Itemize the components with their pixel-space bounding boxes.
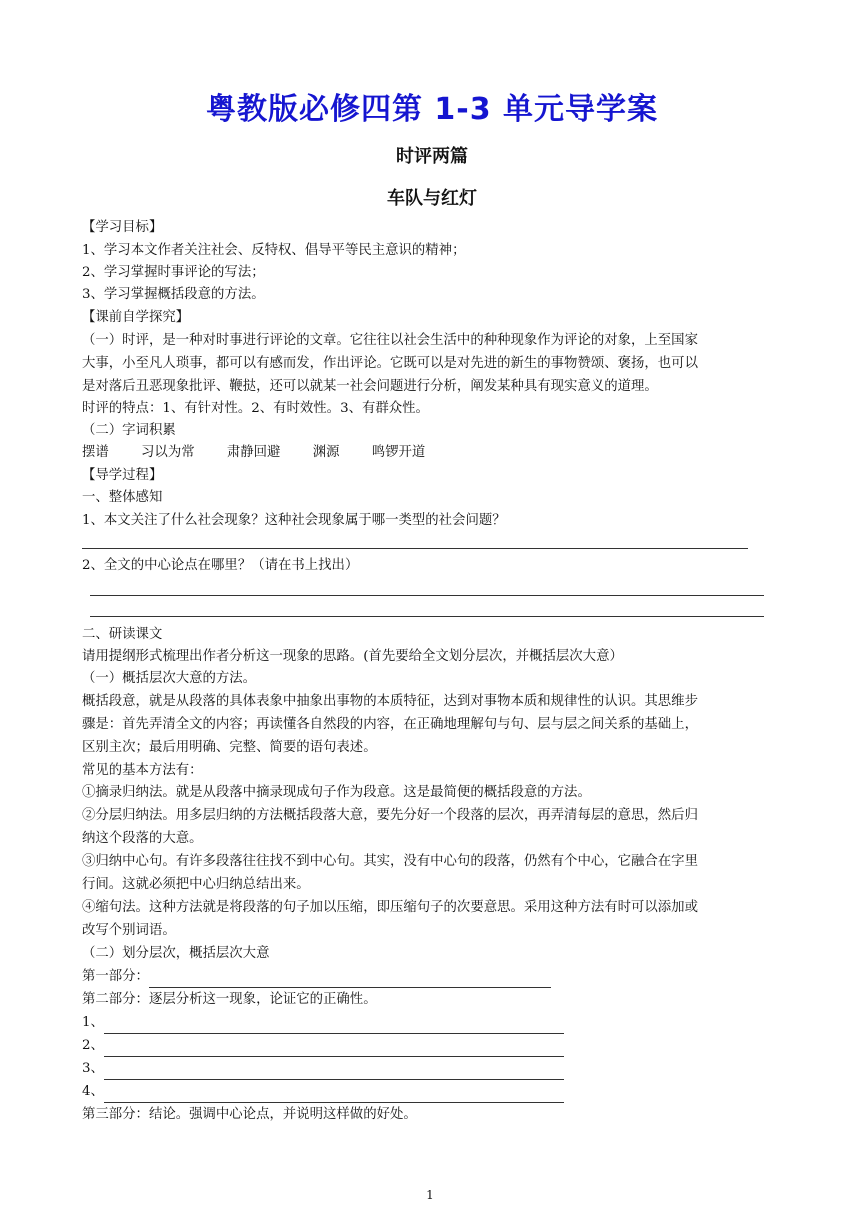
goal-item: 3、学习掌握概括段意的方法。 xyxy=(82,287,265,302)
outline-row xyxy=(82,1081,782,1103)
section-heading: （二）划分层次，概括层次大意 xyxy=(82,946,270,961)
vocab-word: 摆谱 xyxy=(82,445,109,460)
article-title: 车队与红灯 xyxy=(387,188,477,209)
definition-line: 概括段意，就是从段落的具体表象中抽象出事物的本质特征，达到对事物本质和规律性的认识。其思维步 xyxy=(82,694,698,709)
answer-line[interactable] xyxy=(90,595,764,596)
method-line: 行间。这就必须把中心归纳总结出来。 xyxy=(82,877,310,892)
vocab-word: 鸣锣开道 xyxy=(371,445,426,460)
fill-in-blank[interactable] xyxy=(104,1040,564,1057)
goal-item: 2、学习掌握时事评论的写法； xyxy=(82,265,265,280)
outline-number: 4、 xyxy=(82,1084,104,1099)
method-line: ②分层归纳法。用多层归纳的方法概括段落大意，要先分好一个段落的层次，再弄清每层的意思，然后归 xyxy=(82,808,698,823)
outline-row: 第二部分：逐层分析这一现象，论证它的正确性。 xyxy=(82,992,377,1007)
fill-in-blank[interactable] xyxy=(104,1017,564,1034)
outline-row xyxy=(82,966,782,988)
outline-number: 3、 xyxy=(82,1061,104,1076)
preview-paragraph-line: （一）时评，是一种对时事进行评论的文章。它往往以社会生活中的种种现象作为评论的对象，上至国家 xyxy=(82,333,698,348)
question-2: 2、全文的中心论点在哪里？（请在书上找出） xyxy=(82,558,359,573)
definition-line: 骤是：首先弄清全文的内容；再读懂各自然段的内容，在正确地理解句与句、层与层之间关系的基础上， xyxy=(82,717,698,732)
process-heading: 【导学过程】 xyxy=(82,468,163,483)
outline-number: 2、 xyxy=(82,1038,104,1053)
section-title: 时评两篇 xyxy=(396,146,468,167)
preview-paragraph-line: 是对落后丑恶现象批评、鞭挞，还可以就某一社会问题进行分析，阐发某种具有现实意义的道理。 xyxy=(82,379,658,394)
method-line: ④缩句法。这种方法就是将段落的句子加以压缩，即压缩句子的次要意思。采用这种方法有时可以添加或 xyxy=(82,900,698,915)
answer-line[interactable] xyxy=(82,548,748,549)
vocab-heading: （二）字词积累 xyxy=(82,423,176,438)
answer-line[interactable] xyxy=(90,616,764,617)
methods-heading: 常见的基本方法有： xyxy=(82,763,203,778)
outline-row xyxy=(82,1058,782,1080)
vocab-word: 渊源 xyxy=(312,445,340,460)
outline-row: 第三部分：结论。强调中心论点，并说明这样做的好处。 xyxy=(82,1107,417,1122)
outline-number: 1、 xyxy=(82,1015,104,1030)
vocab-word: 习以为常 xyxy=(141,445,195,460)
features-line: 时评的特点：1、有针对性。2、有时效性。3、有群众性。 xyxy=(82,401,429,416)
fill-in-blank[interactable] xyxy=(104,1086,564,1103)
page-number: 1 xyxy=(426,1188,434,1202)
vocab-word: 肃静回避 xyxy=(226,445,281,460)
instruction: 请用提纲形式梳理出作者分析这一现象的思路。(首先要给全文划分层次，并概括层次大意） xyxy=(82,649,623,664)
method-line: ③归纳中心句。有许多段落往往找不到中心句。其实，没有中心句的段落，仍然有个中心，它融合在字里 xyxy=(82,854,698,869)
part2-heading: 二、研读课文 xyxy=(82,627,163,642)
outline-row xyxy=(82,1012,782,1034)
outline-row xyxy=(82,1035,782,1057)
method-line: 纳这个段落的大意。 xyxy=(82,831,203,846)
method-line: ①摘录归纳法。就是从段落中摘录现成句子作为段意。这是最简便的概括段意的方法。 xyxy=(82,785,591,800)
outline-label: 第一部分： xyxy=(82,969,149,984)
goal-item: 1、学习本文作者关注社会、反特权、倡导平等民主意识的精神； xyxy=(82,243,466,258)
vocab-list xyxy=(82,442,782,464)
preview-paragraph-line: 大事，小至凡人琐事，都可以有感而发，作出评论。它既可以是对先进的新生的事物赞颂、褒扬，也可以 xyxy=(82,356,698,371)
section-heading: （一）概括层次大意的方法。 xyxy=(82,671,257,686)
fill-in-blank[interactable] xyxy=(104,1063,564,1080)
method-line: 改写个别词语。 xyxy=(82,923,176,938)
document-title: 粤教版必修四第 1-3 单元导学案 xyxy=(205,92,659,127)
fill-in-blank[interactable] xyxy=(149,971,551,988)
goals-heading: 【学习目标】 xyxy=(82,220,163,235)
preview-heading: 【课前自学探究】 xyxy=(82,310,190,325)
part1-heading: 一、整体感知 xyxy=(82,490,163,505)
question-1: 1、本文关注了什么社会现象？这种社会现象属于哪一类型的社会问题？ xyxy=(82,513,506,528)
definition-line: 区别主次；最后用明确、完整、简要的语句表述。 xyxy=(82,740,377,755)
